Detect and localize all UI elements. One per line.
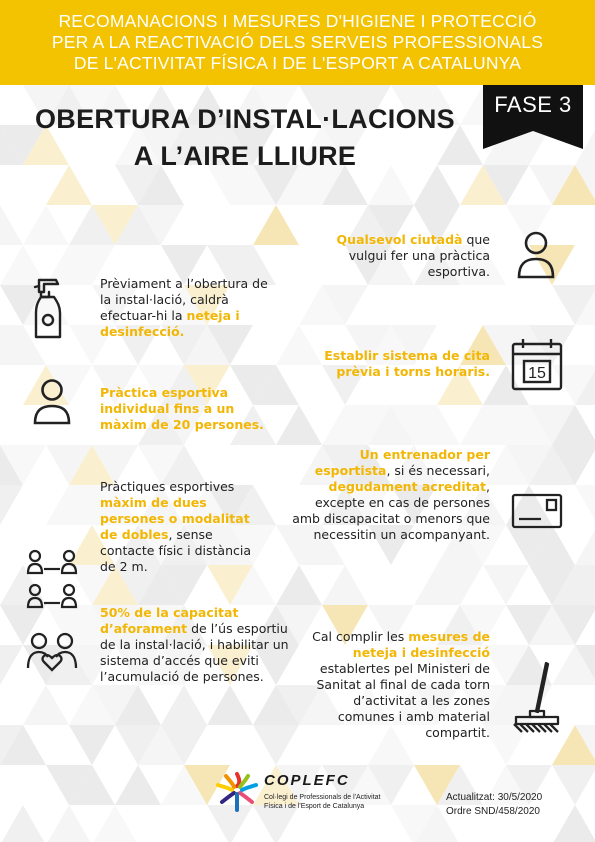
calendar-icon [510,337,564,393]
background-triangle [483,565,529,605]
spray-bottle-icon [32,275,66,341]
person-icon [516,230,556,280]
header-banner [0,0,595,85]
left-text-2 [100,385,275,433]
text-segment: Cal complir les [312,629,409,644]
page-title-line-1: OBERTURA D’INSTAL·LACIONS [35,104,455,134]
coplefc-logo-icon [212,766,262,812]
text-segment: de l’ús esportiu de la instal·lació, i habilitar un sistema d’accés que eviti l’acumulació de persones. [100,621,289,684]
logo-subtitle-line-1: Col·legi de Professionals de l'Activitat [264,794,381,801]
background-triangle [0,485,23,525]
background-triangle [575,525,595,565]
highlight-segment: Pràctica esportiva individual fins a un màxim de 20 persones. [100,385,264,432]
text-segment: , excepte en cas de persones amb discapacitat o menors que necessitin un acompanyant. [292,479,490,542]
background-triangle [322,565,368,605]
background-triangle [0,205,23,245]
logo-wordmark: COPLEFC [264,772,350,789]
page-title-line-2: A L’AIRE LLIURE [133,141,357,171]
highlight-segment: 50% de la capacitat d’aforament [100,605,239,636]
page-title [10,101,480,175]
phase-label: FASE 3 [494,92,572,117]
highlight-segment: mesures de neteja i desinfecció [352,629,490,660]
background-triangle [92,805,138,842]
background-triangle [276,405,322,445]
right-text-2 [300,348,490,380]
calendar-day: 15 [528,365,546,382]
background-triangle [46,805,92,842]
text-segment: Pràctiques esportives [100,479,235,494]
header-line-2: PER A LA REACTIVACIÓ DELS SERVEIS PROFESSIONALS [51,32,544,52]
mop-icon [510,660,560,736]
highlight-segment: degudament acreditat [328,479,487,494]
background-triangle [552,765,595,805]
background-triangle [207,685,253,725]
text-segment: que vulgui fer una pràctica esportiva. [348,232,490,279]
person-icon [32,378,72,426]
background-triangle [253,725,299,765]
left-text-1 [100,276,270,340]
highlight-segment: Un entrenador per esportista [314,447,490,478]
background-triangle [69,725,115,765]
right-text-4 [300,629,490,741]
text-segment: establertes pel Ministeri de Sanitat al final de cada torn d’activitat a les zones comunes i amb material compartit. [316,661,490,740]
id-card-icon [511,493,563,529]
text-segment: Prèviament a l’obertura de la instal·lació, caldrà efectuar-hi la [100,276,268,323]
background-triangle [0,645,23,685]
background-triangle [575,485,595,525]
group-heart-icon [26,632,78,672]
highlight-segment: màxim de dues persones o modalitat de dobles [100,495,250,542]
logo-subtitle-line-2: Física i de l'Esport de Catalunya [264,803,365,810]
background-triangle [23,205,69,245]
background-triangle [23,685,69,725]
background-triangle [115,765,161,805]
highlight-segment: neteja i desinfecció. [100,308,240,339]
background-triangle [276,565,322,605]
pairs-icon [26,549,78,615]
order-reference: Ordre SND/458/2020 [446,806,540,817]
background-triangle [0,805,46,842]
right-text-3 [290,447,490,543]
left-text-3 [100,479,265,575]
highlight-segment: Establir sistema de cita prèvia i torns horaris. [324,348,490,379]
header-line-3: DE L'ACTIVITAT FÍSICA I DE L'ESPORT A CATALUNYA [73,53,522,73]
left-text-4 [100,605,290,685]
header-line-1: RECOMANACIONS I MESURES D'HIGIENE I PROTECCIÓ [58,11,537,31]
update-info [446,791,542,819]
text-segment: , sense contacte físic i distància de 2 m. [100,527,252,574]
logo-subtitle [264,793,404,811]
background-triangle [161,685,207,725]
text-segment: , si és necessari, [386,463,490,478]
highlight-segment: Qualsevol ciutadà [336,232,463,247]
background-triangle [253,205,299,245]
updated-date: Actualitzat: 30/5/2020 [446,792,543,803]
background-triangle [552,805,595,842]
right-text-1 [318,232,490,280]
